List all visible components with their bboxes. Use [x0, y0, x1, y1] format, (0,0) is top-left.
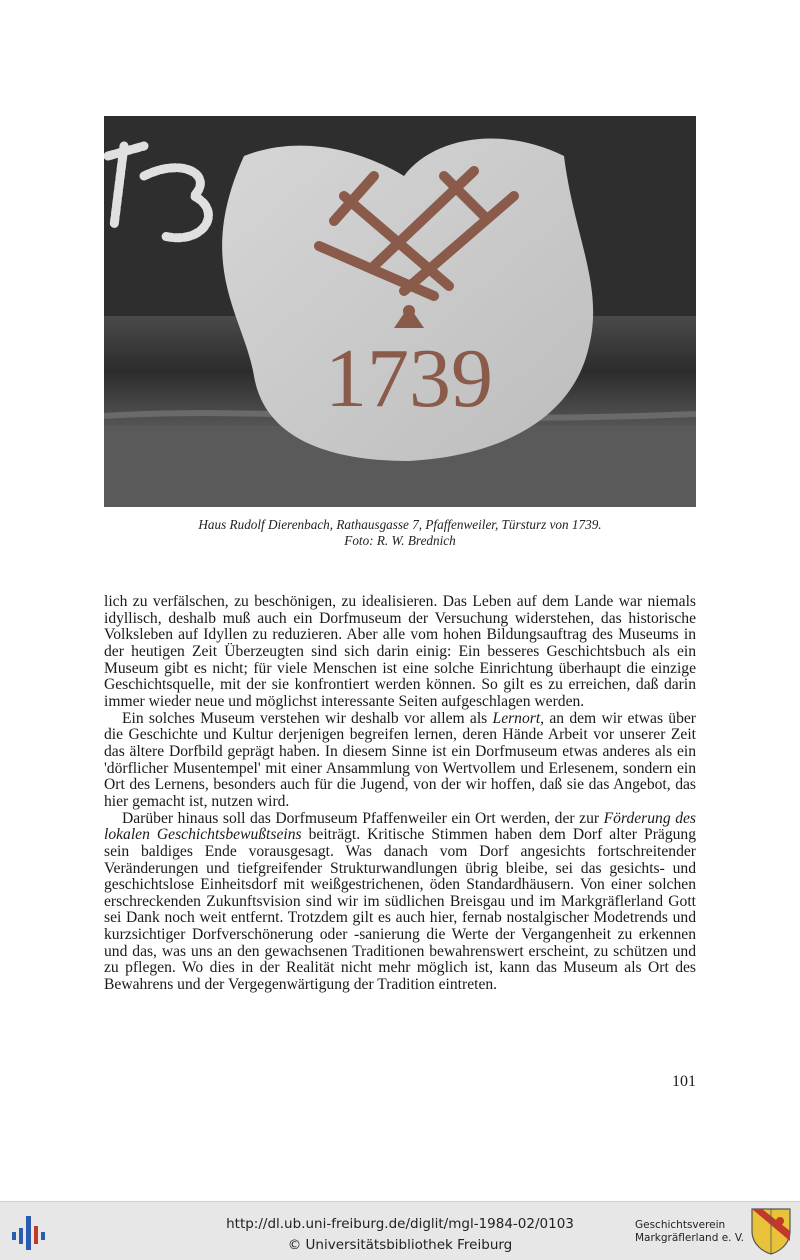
footer-org-line-1: Geschichtsverein [634, 1219, 726, 1231]
footer-org-name [635, 1219, 744, 1245]
page-number: 101 [672, 1073, 696, 1090]
paragraph-1: lich zu verfälschen, zu beschönigen, zu idealisieren. Das Leben auf dem Lande war niemals idyllisch, deshalb muß auch ein Dorfmuseum der Versuchung widerstehen, das historische Volksleben auf Idyllen zu reduzieren. Aber alle vom hohen Bildungsauftrag des Museums in der heutigen Zeit Überzeugten sind sich darin einig: Ein besseres Geschichtsbuch als ein Museum gibt es nicht; für viele Menschen ist eine solche Einrichtung überhaupt die einzige Geschichtsquelle, mit der sie konfrontiert werden können. So gilt es zu erreichen, daß darin immer wieder neue und möglichst interessante Seiten aufgeschlagen werden. [104, 593, 696, 710]
paragraph-2-text-b: an dem wir etwas über die Geschichte und Kultur derjenigen begreifen lernen, deren Hände Arbeit vor unserer Zeit das ältere Dorfbild geprägt haben. In diesem Sinne ist ein Dorfmuseum etwas anderes als ein 'dörflicher Musentempel' mit einer Ansammlung von Wertvollem und Erlesenem, sondern ein Ort des Lernens, besonders auch für die Jugend, von der wir hoffen, daß sie das Angebot, das hier gemacht ist, nutzen wird. [104, 709, 697, 810]
photo-door-lintel [104, 116, 696, 507]
paragraph-2 [104, 711, 696, 811]
footer-url-link[interactable]: http://dl.ub.uni-freiburg.de/diglit/mgl-1984-02/0103 [226, 1216, 574, 1232]
coat-of-arms-icon [750, 1207, 792, 1260]
body-text [104, 594, 696, 994]
paragraph-3 [104, 811, 696, 994]
caption-credit: Foto: R. W. Brednich [344, 533, 456, 548]
footer-copyright: © Universitätsbibliothek Freiburg [287, 1237, 513, 1253]
paragraph-3-text-a: Darüber hinaus soll das Dorfmuseum Pfaffenweiler ein Ort werden, der zur [122, 809, 604, 827]
plaque-year: 1739 [325, 332, 493, 425]
figure-caption [104, 517, 696, 549]
footer-org-line-2: Markgräflerland e. V. [634, 1232, 744, 1244]
paragraph-3-emphasis: Förderung des lokalen Geschichtsbewußtseins [104, 809, 696, 844]
footer-bar [0, 1201, 800, 1260]
paragraph-2-emphasis: Lernort, [492, 709, 545, 727]
caption-line-1: Haus Rudolf Dierenbach, Rathausgasse 7, Pfaffenweiler, Türsturz von 1739. [198, 517, 602, 532]
photo-image [104, 116, 696, 507]
paragraph-3-text-b: beiträgt. Kritische Stimmen haben dem Dorf alter Prägung sein baldiges Ende vorausgesagt. Was danach vom Dorf angesichts fortschreitender Veränderungen und tiefgreifender Strukturwandlungen übrig bleibe, sei das gesichts- und geschichtslose Einheitsdorf mit weißgestrichenen, öden Standardhäusern. Von einer solchen erschreckenden Zukunftsvision sind wir im südlichen Breisgau und im Markgräflerland Gott sei Dank noch weit entfernt. Trotzdem gilt es auch hier, fernab nostalgischer Modetrends und kurzsichtiger Dorfverschönerung oder -sanierung die Werte der Vergangenheit zu erkennen und das, was uns an den gewachsenen Traditionen bewahrenswert erscheint, zu schützen und zu pflegen. Wo dies in der Realität nicht mehr möglich ist, kann das Museum als Ort des Bewahrens und der Vergegenwärtigung der Tradition eintreten. [104, 826, 697, 994]
paragraph-2-text-a: Ein solches Museum verstehen wir deshalb vor allem als [122, 709, 493, 727]
